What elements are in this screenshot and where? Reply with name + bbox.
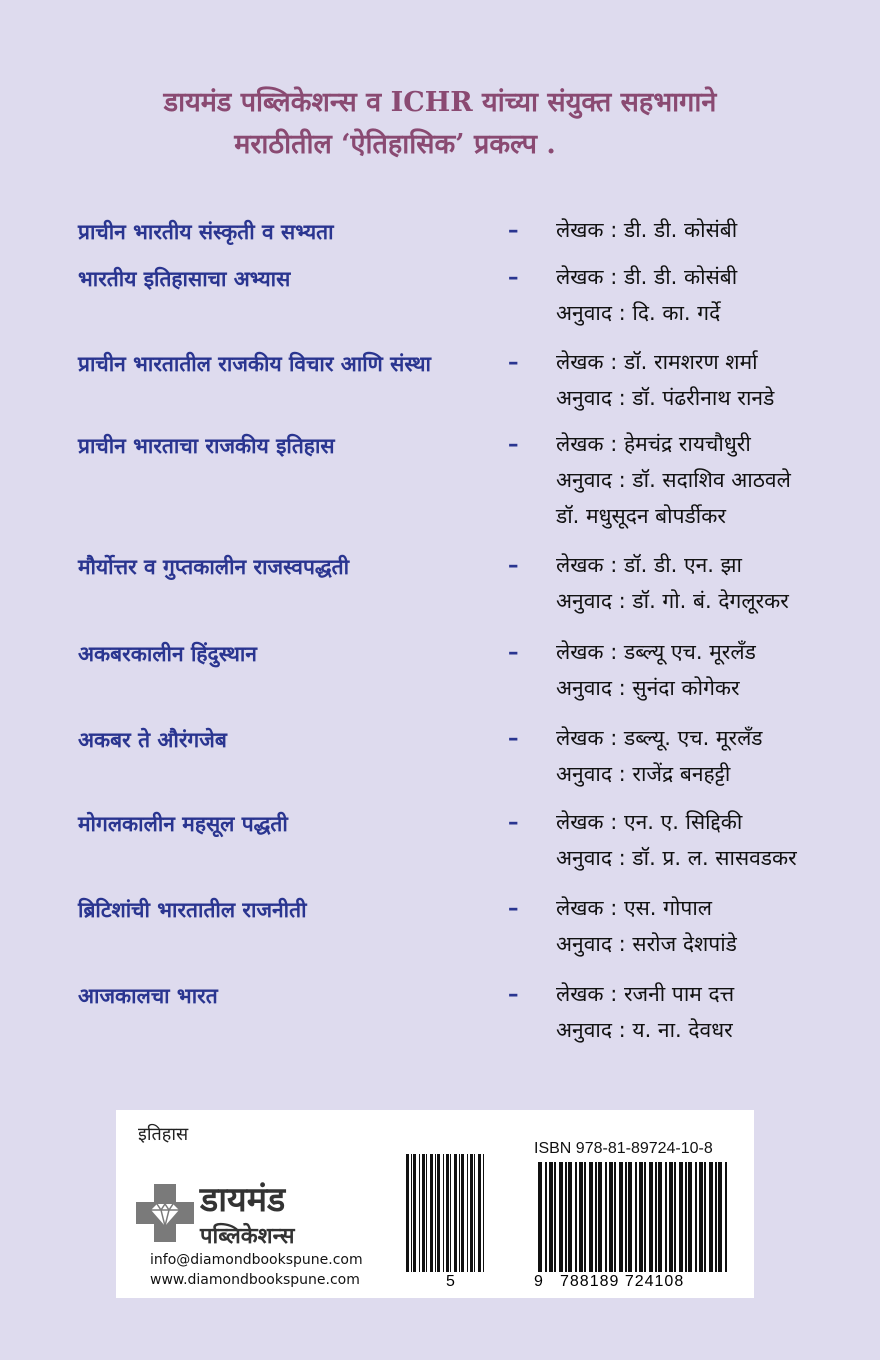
barcode-bar <box>595 1162 597 1272</box>
translator-line: अनुवाद : डॉ. सदाशिव आठवले <box>556 468 791 492</box>
barcode-bar <box>559 1162 563 1272</box>
book-credits <box>556 259 737 331</box>
isbn-text: ISBN 978-81-89724-10-8 <box>534 1140 713 1157</box>
barcode-bar <box>644 1162 646 1272</box>
heading-line-2: मराठीतील ‘ऐतिहासिक’ प्रकल्प . <box>234 129 556 160</box>
book-credits <box>556 976 734 1048</box>
heading-line-1: डायमंड पब्लिकेशन्स व ICHR यांच्या संयुक्त सहभागाने <box>163 87 717 118</box>
publisher-email: info@diamondbookspune.com <box>150 1252 363 1268</box>
book-title: प्राचीन भारतीय संस्कृती व सभ्यता <box>78 220 334 244</box>
barcode-bar <box>718 1162 722 1272</box>
separator-dash: – <box>508 553 519 577</box>
barcode-bar <box>628 1162 632 1272</box>
barcode-bar <box>658 1162 662 1272</box>
author-line: लेखक : एन. ए. सिद्दिकी <box>556 810 743 834</box>
translator-line: अनुवाद : डॉ. पंढरीनाथ रानडे <box>556 386 775 410</box>
barcode-bar <box>459 1154 460 1272</box>
barcode-bar <box>579 1162 583 1272</box>
separator-dash: – <box>508 265 519 289</box>
barcode-bar <box>575 1162 577 1272</box>
barcode-bar <box>483 1154 484 1272</box>
barcode-bar <box>674 1162 676 1272</box>
translator-line: अनुवाद : य. ना. देवधर <box>556 1018 733 1042</box>
barcode-bar <box>679 1162 683 1272</box>
barcode-bar <box>549 1162 553 1272</box>
barcode-bar <box>709 1162 713 1272</box>
barcode-bar <box>685 1162 687 1272</box>
barcode-bar <box>411 1154 412 1272</box>
barcode-bar <box>545 1162 547 1272</box>
book-credits <box>556 720 763 792</box>
barcode-bar <box>715 1162 717 1272</box>
diamond-logo-icon <box>134 1182 196 1244</box>
barcode-bar <box>435 1154 436 1272</box>
barcode-bar <box>430 1154 433 1272</box>
barcode-digits: 788189 724108 <box>560 1273 685 1290</box>
author-line: लेखक : डॉ. रामशरण शर्मा <box>556 350 758 374</box>
separator-dash: – <box>508 350 519 374</box>
barcode-bar <box>725 1162 727 1272</box>
cover-heading <box>0 82 880 166</box>
barcode-bar <box>605 1162 607 1272</box>
book-credits <box>556 344 774 416</box>
translator-line: अनुवाद : डॉ. प्र. ल. सासवडकर <box>556 846 797 870</box>
book-credits <box>556 547 789 619</box>
barcode-bar <box>554 1162 556 1272</box>
barcode-bar <box>478 1154 481 1272</box>
book-title: प्राचीन भारताचा राजकीय इतिहास <box>78 434 335 458</box>
publisher-name-line-2: पब्लिकेशन्स <box>200 1224 295 1249</box>
translator-line: डॉ. मधुसूदन बोपर्डीकर <box>556 504 726 528</box>
separator-dash: – <box>508 218 519 242</box>
barcode-bar <box>589 1162 593 1272</box>
genre-label: इतिहास <box>138 1124 189 1145</box>
barcode-bar <box>474 1154 475 1272</box>
separator-dash: – <box>508 432 519 456</box>
barcode-bar <box>538 1162 542 1272</box>
book-credits <box>556 212 737 248</box>
barcode-bar <box>609 1162 613 1272</box>
barcode-bar <box>639 1162 643 1272</box>
author-line: लेखक : हेमचंद्र रायचौधुरी <box>556 432 751 456</box>
translator-line: अनुवाद : डॉ. गो. बं. देगलूरकर <box>556 589 789 613</box>
barcode-first-digit: 9 <box>534 1273 543 1290</box>
barcode-bar <box>426 1154 427 1272</box>
book-title: मोगलकालीन महसूल पद्धती <box>78 812 288 836</box>
book-credits <box>556 426 791 534</box>
publisher-name-line-1: डायमंड <box>200 1180 286 1220</box>
barcode-bar <box>413 1154 416 1272</box>
barcode-bar <box>598 1162 602 1272</box>
author-line: लेखक : डब्ल्यू एच. मूरलँड <box>556 640 756 664</box>
back-cover-panel <box>116 1110 754 1298</box>
barcode-bar <box>655 1162 657 1272</box>
barcode-bar <box>625 1162 627 1272</box>
isbn-barcode <box>536 1162 732 1272</box>
separator-dash: – <box>508 640 519 664</box>
book-title: मौर्योत्तर व गुप्तकालीन राजस्वपद्धती <box>78 555 350 579</box>
barcode-bar <box>446 1154 449 1272</box>
separator-dash: – <box>508 726 519 750</box>
barcode-bar <box>584 1162 586 1272</box>
barcode-bar <box>467 1154 468 1272</box>
book-title: अकबर ते औरंगजेब <box>78 728 227 752</box>
author-line: लेखक : डब्ल्यू. एच. मूरलँड <box>556 726 763 750</box>
translator-line: अनुवाद : राजेंद्र बनहट्टी <box>556 762 731 786</box>
barcode-bar <box>665 1162 667 1272</box>
translator-line: अनुवाद : दि. का. गर्दे <box>556 301 721 325</box>
book-title: ब्रिटिशांची भारतातील राजनीती <box>78 898 307 922</box>
barcode-bar <box>699 1162 703 1272</box>
barcode-bar <box>419 1154 420 1272</box>
book-credits <box>556 634 756 706</box>
book-credits <box>556 804 797 876</box>
book-title: अकबरकालीन हिंदुस्थान <box>78 642 257 666</box>
barcode-bar <box>669 1162 673 1272</box>
author-line: लेखक : डॉ. डी. एन. झा <box>556 553 742 577</box>
author-line: लेखक : रजनी पाम दत्त <box>556 982 735 1006</box>
barcode-bar <box>461 1154 464 1272</box>
price-code: 5 <box>446 1273 455 1290</box>
author-line: लेखक : डी. डी. कोसंबी <box>556 218 738 242</box>
price-barcode <box>404 1154 488 1272</box>
barcode-bar <box>619 1162 623 1272</box>
translator-line: अनुवाद : सुनंदा कोगेकर <box>556 676 740 700</box>
barcode-bar <box>614 1162 616 1272</box>
separator-dash: – <box>508 982 519 1006</box>
barcode-bar <box>470 1154 473 1272</box>
barcode-bar <box>704 1162 706 1272</box>
publisher-website: www.diamondbookspune.com <box>150 1272 360 1288</box>
barcode-bar <box>568 1162 572 1272</box>
barcode-bar <box>437 1154 440 1272</box>
barcode-bar <box>695 1162 697 1272</box>
barcode-bar <box>649 1162 653 1272</box>
translator-line: अनुवाद : सरोज देशपांडे <box>556 932 737 956</box>
barcode-bar <box>454 1154 457 1272</box>
barcode-bar <box>450 1154 451 1272</box>
book-credits <box>556 890 737 962</box>
book-title: प्राचीन भारतातील राजकीय विचार आणि संस्था <box>78 352 431 376</box>
separator-dash: – <box>508 896 519 920</box>
author-line: लेखक : डी. डी. कोसंबी <box>556 265 738 289</box>
barcode-bar <box>688 1162 692 1272</box>
author-line: लेखक : एस. गोपाल <box>556 896 712 920</box>
barcode-bar <box>406 1154 409 1272</box>
barcode-bar <box>565 1162 567 1272</box>
book-title: आजकालचा भारत <box>78 984 218 1008</box>
separator-dash: – <box>508 810 519 834</box>
book-title: भारतीय इतिहासाचा अभ्यास <box>78 267 291 291</box>
barcode-bar <box>635 1162 637 1272</box>
barcode-bar <box>422 1154 425 1272</box>
barcode-bar <box>443 1154 444 1272</box>
